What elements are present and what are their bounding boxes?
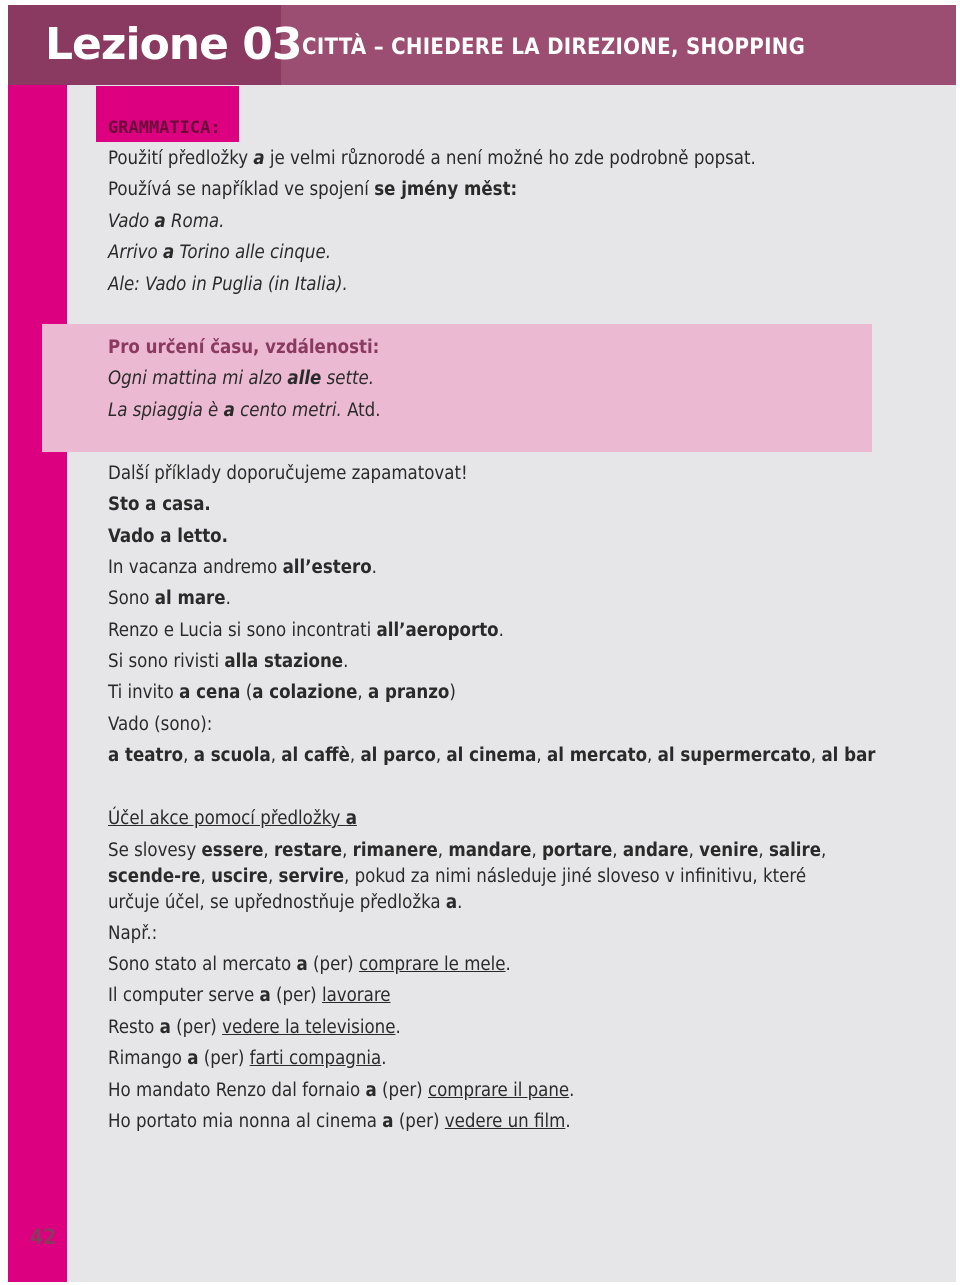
example-line: Ho mandato Renzo dal fornaio a (per) comprare il pane.: [108, 1080, 575, 1101]
more-examples-heading: Další příklady doporučujeme zapamatovat!: [108, 463, 468, 484]
example-line: Sto a casa.: [108, 494, 211, 515]
grammar-intro-line: Použití předložky a je velmi různorodé a není možné ho zde podrobně popsat.: [108, 148, 756, 169]
purpose-paragraph: Se slovesy essere, restare, rimanere, mandare, portare, andare, venire, salire, scende-re, uscire, servire, pokud za nimi následuje jiné sloveso v infinitivu, které určuje účel, se upřednostňuje předložka a.: [108, 840, 827, 913]
example-line: Si sono rivisti alla stazione.: [108, 651, 349, 672]
page-number: 42: [30, 1225, 57, 1249]
example-line: Vado a letto.: [108, 526, 228, 547]
example-line: Rimango a (per) farti compagnia.: [108, 1048, 387, 1069]
example-line: Např.:: [108, 923, 158, 944]
time-distance-heading: Pro určení času, vzdálenosti:: [108, 337, 380, 358]
example-line: In vacanza andremo all’estero.: [108, 557, 377, 578]
example-line: Ale: Vado in Puglia (in Italia).: [108, 274, 348, 295]
example-line: Sono al mare.: [108, 588, 231, 609]
example-line: Ho portato mia nonna al cinema a (per) vedere un film.: [108, 1111, 571, 1132]
example-line: Resto a (per) vedere la televisione.: [108, 1017, 401, 1038]
example-line: Vado a Roma.: [108, 211, 225, 232]
example-line: Ti invito a cena (a colazione, a pranzo): [108, 682, 456, 703]
example-line: Il computer serve a (per) lavorare: [108, 985, 391, 1006]
example-line: Ogni mattina mi alzo alle sette.: [108, 368, 375, 389]
example-line: Renzo e Lucia si sono incontrati all’aeroporto.: [108, 620, 504, 641]
example-line: Vado (sono):: [108, 714, 213, 735]
example-line: Sono stato al mercato a (per) comprare le mele.: [108, 954, 511, 975]
example-line: Arrivo a Torino alle cinque.: [108, 242, 332, 263]
magenta-sidebar: [8, 85, 67, 1282]
lesson-title: Lezione 03: [45, 19, 302, 70]
grammatica-label: GRAMMATICA:: [108, 118, 221, 138]
grammar-cities-line: Používá se například ve spojení se jmény měst:: [108, 179, 518, 200]
example-line: La spiaggia è a cento metri. Atd.: [108, 400, 381, 421]
places-line: a teatro, a scuola, al caffè, al parco, al cinema, al mercato, al supermercato, al bar: [108, 745, 876, 766]
purpose-heading: Účel akce pomocí předložky a: [108, 808, 357, 829]
lesson-subtitle: CITTÀ – CHIEDERE LA DIREZIONE, SHOPPING: [302, 35, 806, 60]
